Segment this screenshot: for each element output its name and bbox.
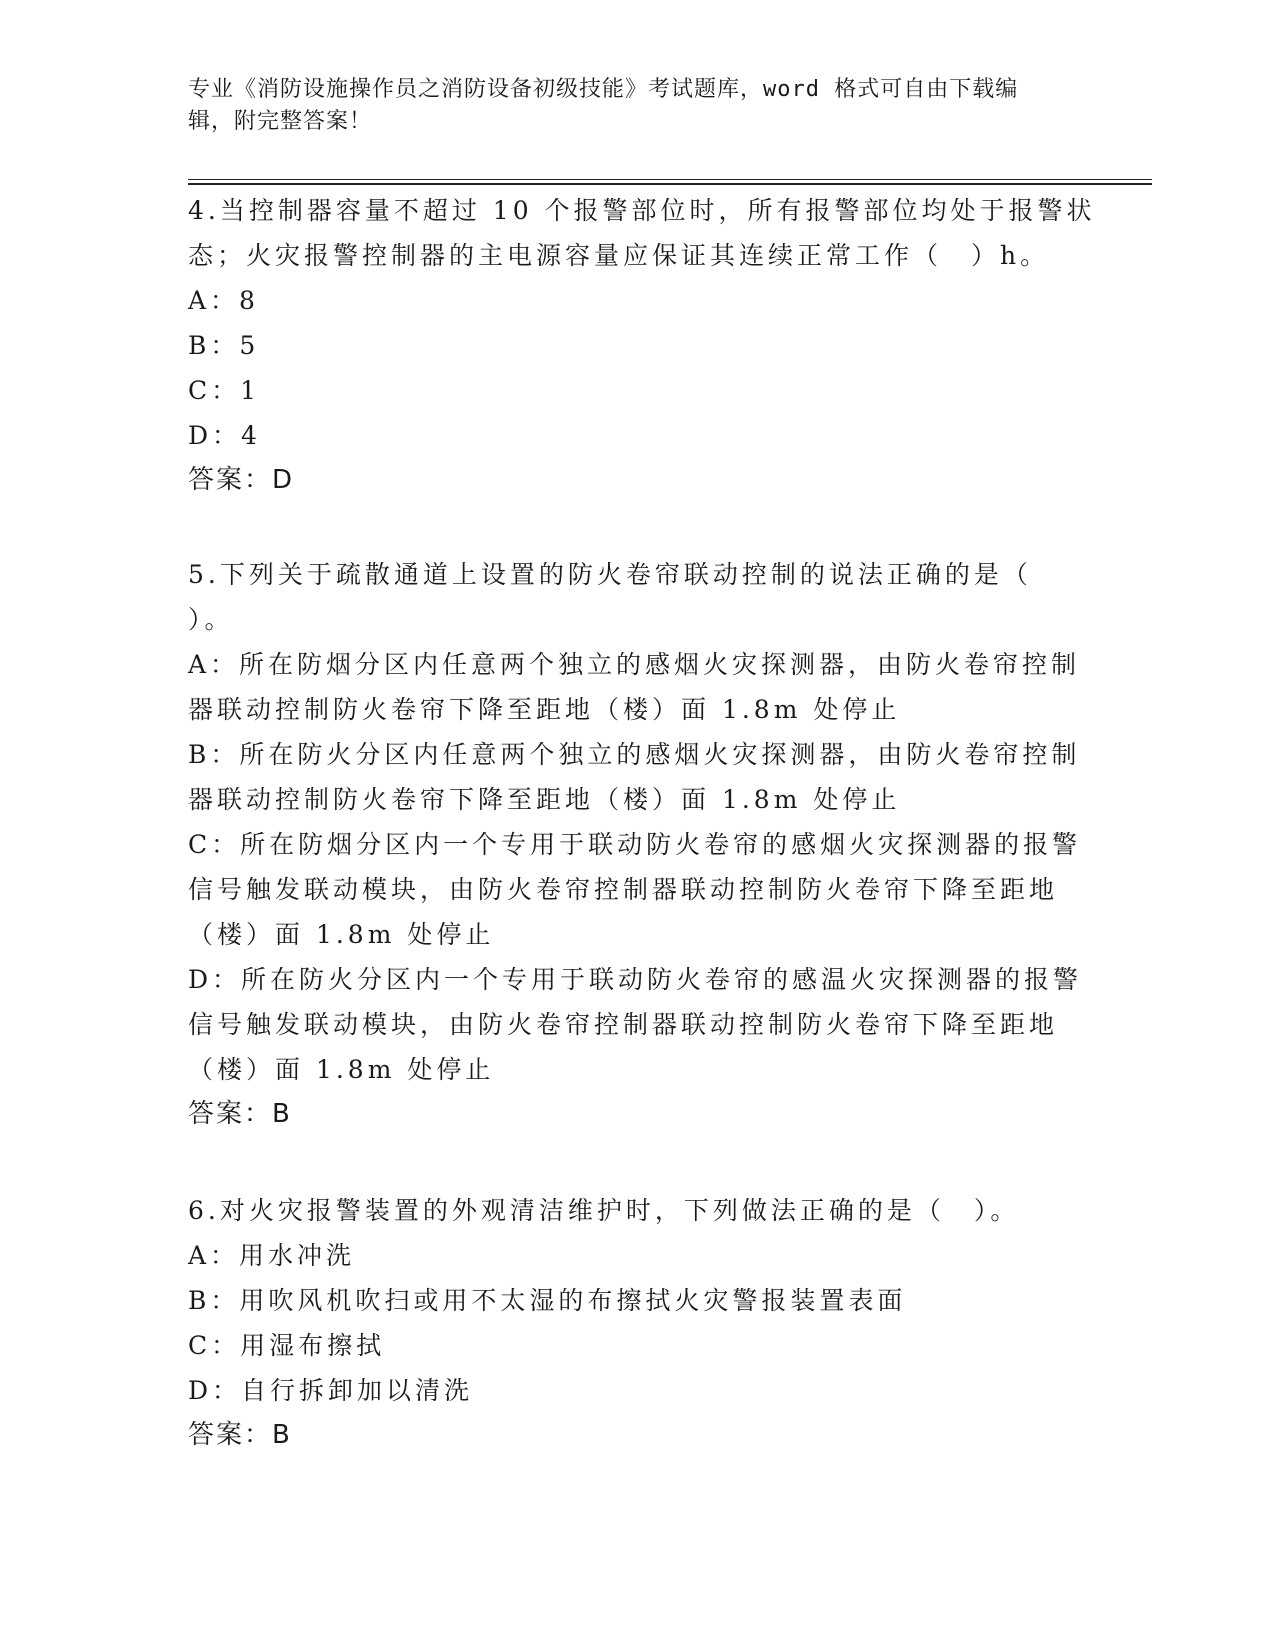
option-c: （楼）面 1.8m 处停止: [188, 920, 495, 949]
option-d: D：所在防火分区内一个专用于联动防火卷帘的感温火灾探测器的报警: [188, 965, 1083, 994]
option-d: 信号触发联动模块，由防火卷帘控制器联动控制防火卷帘下降至距地: [188, 1010, 1059, 1039]
option-c: 信号触发联动模块，由防火卷帘控制器联动控制防火卷帘下降至距地: [188, 875, 1059, 904]
option-d: D：4: [188, 421, 261, 450]
option-b: 器联动控制防火卷帘下降至距地（楼）面 1.8m 处停止: [188, 785, 901, 814]
question-stem: 5.下列关于疏散通道上设置的防火卷帘联动控制的说法正确的是（: [188, 560, 1032, 589]
option-c: C：用湿布擦拭: [188, 1331, 386, 1360]
question-stem: 态；火灾报警控制器的主电源容量应保证其连续正常工作（ ）h。: [188, 241, 1050, 270]
option-c: C：所在防烟分区内一个专用于联动防火卷帘的感烟火灾探测器的报警: [188, 830, 1082, 859]
header-divider: [188, 183, 1152, 185]
header-line: 专业《消防设施操作员之消防设备初级技能》考试题库，word 格式可自由下载编: [188, 77, 1019, 102]
option-a: 器联动控制防火卷帘下降至距地（楼）面 1.8m 处停止: [188, 695, 901, 724]
option-a: A：8: [188, 286, 259, 315]
option-a: A：所在防烟分区内任意两个独立的感烟火灾探测器，由防火卷帘控制: [188, 650, 1081, 679]
question-stem: 6.对火灾报警装置的外观清洁维护时，下列做法正确的是（ ）。: [188, 1196, 1020, 1225]
option-b: B：所在防火分区内任意两个独立的感烟火灾探测器，由防火卷帘控制: [188, 740, 1081, 769]
header-divider: [188, 179, 1152, 180]
option-b: B：5: [188, 331, 260, 360]
question-stem: 4.当控制器容量不超过 10 个报警部位时，所有报警部位均处于报警状: [188, 196, 1096, 225]
option-c: C：1: [188, 376, 261, 405]
document-header: [188, 74, 1068, 138]
question-5: [188, 552, 1083, 1137]
answer: 答案：D: [188, 465, 295, 495]
answer: 答案：B: [188, 1420, 292, 1450]
question-4: [188, 188, 1096, 503]
question-6: [188, 1188, 1078, 1458]
option-d: （楼）面 1.8m 处停止: [188, 1055, 495, 1084]
answer: 答案：B: [188, 1099, 292, 1129]
option-d: D：自行拆卸加以清洗: [188, 1376, 474, 1405]
header-line: 辑，附完整答案！: [188, 109, 373, 134]
option-b: B：用吹风机吹扫或用不太湿的布擦拭火灾警报装置表面: [188, 1286, 907, 1315]
option-a: A：用水冲洗: [188, 1241, 356, 1270]
question-stem: ）。: [188, 605, 234, 634]
